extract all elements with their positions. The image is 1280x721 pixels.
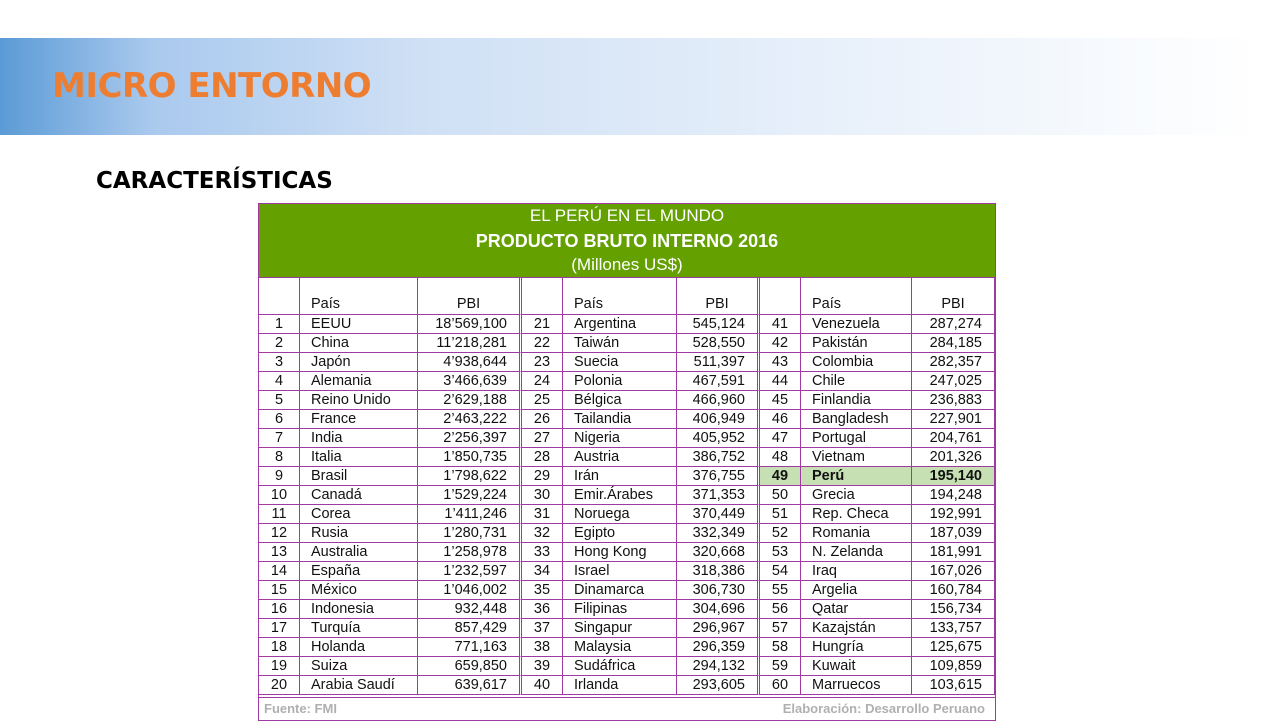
rank-header [259,278,300,315]
gdp-cell: 287,274 [912,315,995,334]
gdp-header: PBI [912,278,995,315]
country-cell: Grecia [801,486,912,505]
rank-cell: 8 [259,448,300,467]
country-cell: N. Zelanda [801,543,912,562]
gdp-cell: 227,901 [912,410,995,429]
rank-cell: 46 [760,410,801,429]
slide-subtitle: CARACTERÍSTICAS [96,168,333,194]
country-cell: Argentina [563,315,677,334]
rank-cell: 37 [522,619,563,638]
table-row [259,410,995,429]
gdp-cell: 247,025 [912,372,995,391]
country-cell: Noruega [563,505,677,524]
table-row [259,600,995,619]
country-cell: Singapur [563,619,677,638]
rank-cell: 52 [760,524,801,543]
country-cell: Bangladesh [801,410,912,429]
rank-cell: 28 [522,448,563,467]
country-cell: Suiza [300,657,418,676]
rank-cell: 48 [760,448,801,467]
country-cell: Venezuela [801,315,912,334]
gdp-cell: 1’258,978 [418,543,522,562]
country-cell: Arabia Saudí [300,676,418,695]
country-cell: Marruecos [801,676,912,695]
gdp-cell: 528,550 [677,334,760,353]
gdp-cell: 386,752 [677,448,760,467]
credit-note: Elaboración: Desarrollo Peruano [782,701,985,716]
gdp-cell: 406,949 [677,410,760,429]
rank-cell: 19 [259,657,300,676]
rank-cell: 23 [522,353,563,372]
rank-cell: 11 [259,505,300,524]
country-cell: Irán [563,467,677,486]
gdp-header: PBI [677,278,760,315]
gdp-cell: 296,359 [677,638,760,657]
country-cell: Filipinas [563,600,677,619]
gdp-cell: 467,591 [677,372,760,391]
rank-cell: 57 [760,619,801,638]
gdp-cell: 771,163 [418,638,522,657]
gdp-cell: 187,039 [912,524,995,543]
gdp-cell: 857,429 [418,619,522,638]
table-grid [259,278,995,695]
rank-cell: 42 [760,334,801,353]
gdp-cell: 181,991 [912,543,995,562]
gdp-cell: 320,668 [677,543,760,562]
rank-cell: 60 [760,676,801,695]
rank-cell: 44 [760,372,801,391]
gdp-cell: 294,132 [677,657,760,676]
gdp-cell: 304,696 [677,600,760,619]
rank-cell: 34 [522,562,563,581]
country-cell: Italia [300,448,418,467]
gdp-cell: 306,730 [677,581,760,600]
country-cell: France [300,410,418,429]
rank-cell: 6 [259,410,300,429]
gdp-cell: 293,605 [677,676,760,695]
table-row [259,619,995,638]
gdp-cell: 1’280,731 [418,524,522,543]
rank-cell: 14 [259,562,300,581]
gdp-cell: 201,326 [912,448,995,467]
table-row [259,543,995,562]
country-cell: Tailandia [563,410,677,429]
rank-cell: 50 [760,486,801,505]
rank-cell: 16 [259,600,300,619]
gdp-cell: 1’529,224 [418,486,522,505]
country-cell: China [300,334,418,353]
gdp-cell: 932,448 [418,600,522,619]
gdp-cell: 466,960 [677,391,760,410]
rank-cell: 22 [522,334,563,353]
gdp-cell: 1’232,597 [418,562,522,581]
rank-cell: 7 [259,429,300,448]
country-cell: Polonia [563,372,677,391]
country-cell: Rep. Checa [801,505,912,524]
table-row [259,334,995,353]
table-row [259,524,995,543]
rank-cell: 9 [259,467,300,486]
rank-cell: 13 [259,543,300,562]
country-cell: Rusia [300,524,418,543]
rank-cell: 51 [760,505,801,524]
country-cell: Austria [563,448,677,467]
rank-cell: 36 [522,600,563,619]
table-row [259,353,995,372]
country-cell: Hungría [801,638,912,657]
table-row [259,486,995,505]
country-cell: Suecia [563,353,677,372]
country-cell: Argelia [801,581,912,600]
gdp-cell: 370,449 [677,505,760,524]
rank-cell: 12 [259,524,300,543]
gdp-cell: 282,357 [912,353,995,372]
country-cell: Israel [563,562,677,581]
country-cell: Colombia [801,353,912,372]
rank-cell: 33 [522,543,563,562]
country-cell: Portugal [801,429,912,448]
country-cell: Canadá [300,486,418,505]
table-header-line1: EL PERÚ EN EL MUNDO [529,206,725,225]
country-cell: Turquía [300,619,418,638]
country-header: País [563,278,677,315]
country-cell: India [300,429,418,448]
rank-cell: 1 [259,315,300,334]
table-header-line3: (Millones US$) [571,255,683,274]
table-row [259,391,995,410]
gdp-cell: 156,734 [912,600,995,619]
table-row [259,505,995,524]
gdp-header: PBI [418,278,522,315]
table-header-line2: PRODUCTO BRUTO INTERNO 2016 [475,231,779,251]
gdp-cell: 318,386 [677,562,760,581]
rank-cell: 25 [522,391,563,410]
country-cell: Taiwán [563,334,677,353]
table-row [259,372,995,391]
table-row [259,581,995,600]
rank-cell: 47 [760,429,801,448]
table-row [259,429,995,448]
gdp-cell: 1’046,002 [418,581,522,600]
gdp-cell: 192,991 [912,505,995,524]
gdp-cell: 18’569,100 [418,315,522,334]
gdp-table [258,203,996,721]
column-header-row [259,278,995,315]
table-header [259,204,995,278]
gdp-cell: 11’218,281 [418,334,522,353]
source-note: Fuente: FMI [264,701,337,716]
country-cell: Nigeria [563,429,677,448]
gdp-cell: 376,755 [677,467,760,486]
table-row [259,638,995,657]
rank-cell: 24 [522,372,563,391]
country-cell: Reino Unido [300,391,418,410]
gdp-cell: 639,617 [418,676,522,695]
rank-header [522,278,563,315]
country-cell: Corea [300,505,418,524]
table-footer [259,697,995,720]
rank-cell: 40 [522,676,563,695]
country-cell: Finlandia [801,391,912,410]
gdp-cell: 371,353 [677,486,760,505]
country-cell: Alemania [300,372,418,391]
rank-cell: 4 [259,372,300,391]
rank-cell: 38 [522,638,563,657]
country-cell: Egipto [563,524,677,543]
rank-cell: 20 [259,676,300,695]
rank-cell: 53 [760,543,801,562]
rank-cell: 58 [760,638,801,657]
rank-cell: 35 [522,581,563,600]
country-cell: España [300,562,418,581]
gdp-cell: 2’629,188 [418,391,522,410]
rank-cell: 41 [760,315,801,334]
gdp-cell: 1’411,246 [418,505,522,524]
gdp-cell: 405,952 [677,429,760,448]
rank-cell: 26 [522,410,563,429]
country-cell: Holanda [300,638,418,657]
country-cell: Hong Kong [563,543,677,562]
country-cell: Qatar [801,600,912,619]
rank-cell: 56 [760,600,801,619]
gdp-cell: 284,185 [912,334,995,353]
country-cell: Kuwait [801,657,912,676]
country-cell: Bélgica [563,391,677,410]
rank-cell: 54 [760,562,801,581]
gdp-cell: 103,615 [912,676,995,695]
gdp-cell: 545,124 [677,315,760,334]
gdp-cell: 1’850,735 [418,448,522,467]
rank-cell: 2 [259,334,300,353]
rank-header [760,278,801,315]
rank-cell: 45 [760,391,801,410]
gdp-cell: 3’466,639 [418,372,522,391]
gdp-cell: 195,140 [912,467,995,486]
table-row [259,657,995,676]
gdp-cell: 133,757 [912,619,995,638]
rank-cell: 49 [760,467,801,486]
rank-cell: 21 [522,315,563,334]
rank-cell: 27 [522,429,563,448]
country-cell: EEUU [300,315,418,334]
rank-cell: 39 [522,657,563,676]
gdp-cell: 160,784 [912,581,995,600]
gdp-cell: 2’463,222 [418,410,522,429]
country-cell: Pakistán [801,334,912,353]
rank-cell: 18 [259,638,300,657]
country-cell: Perú [801,467,912,486]
country-cell: Brasil [300,467,418,486]
table-row [259,562,995,581]
country-cell: Japón [300,353,418,372]
country-cell: Australia [300,543,418,562]
gdp-cell: 236,883 [912,391,995,410]
rank-cell: 3 [259,353,300,372]
country-cell: México [300,581,418,600]
gdp-cell: 332,349 [677,524,760,543]
country-header: País [300,278,418,315]
gdp-cell: 1’798,622 [418,467,522,486]
country-cell: Romania [801,524,912,543]
country-cell: Irlanda [563,676,677,695]
rank-cell: 10 [259,486,300,505]
rank-cell: 55 [760,581,801,600]
table-row [259,448,995,467]
country-cell: Emir.Árabes [563,486,677,505]
rank-cell: 32 [522,524,563,543]
rank-cell: 31 [522,505,563,524]
gdp-cell: 296,967 [677,619,760,638]
country-cell: Dinamarca [563,581,677,600]
gdp-cell: 204,761 [912,429,995,448]
gdp-cell: 167,026 [912,562,995,581]
country-cell: Iraq [801,562,912,581]
country-cell: Sudáfrica [563,657,677,676]
gdp-cell: 2’256,397 [418,429,522,448]
rank-cell: 17 [259,619,300,638]
country-header: País [801,278,912,315]
gdp-cell: 125,675 [912,638,995,657]
rank-cell: 5 [259,391,300,410]
rank-cell: 59 [760,657,801,676]
rank-cell: 30 [522,486,563,505]
rank-cell: 29 [522,467,563,486]
country-cell: Indonesia [300,600,418,619]
gdp-cell: 4’938,644 [418,353,522,372]
slide-title: MICRO ENTORNO [52,66,372,106]
gdp-cell: 194,248 [912,486,995,505]
table-row [259,467,995,486]
gdp-cell: 659,850 [418,657,522,676]
gdp-cell: 109,859 [912,657,995,676]
gdp-cell: 511,397 [677,353,760,372]
rank-cell: 43 [760,353,801,372]
table-row [259,315,995,334]
country-cell: Malaysia [563,638,677,657]
country-cell: Chile [801,372,912,391]
rank-cell: 15 [259,581,300,600]
country-cell: Vietnam [801,448,912,467]
country-cell: Kazajstán [801,619,912,638]
table-row [259,676,995,695]
